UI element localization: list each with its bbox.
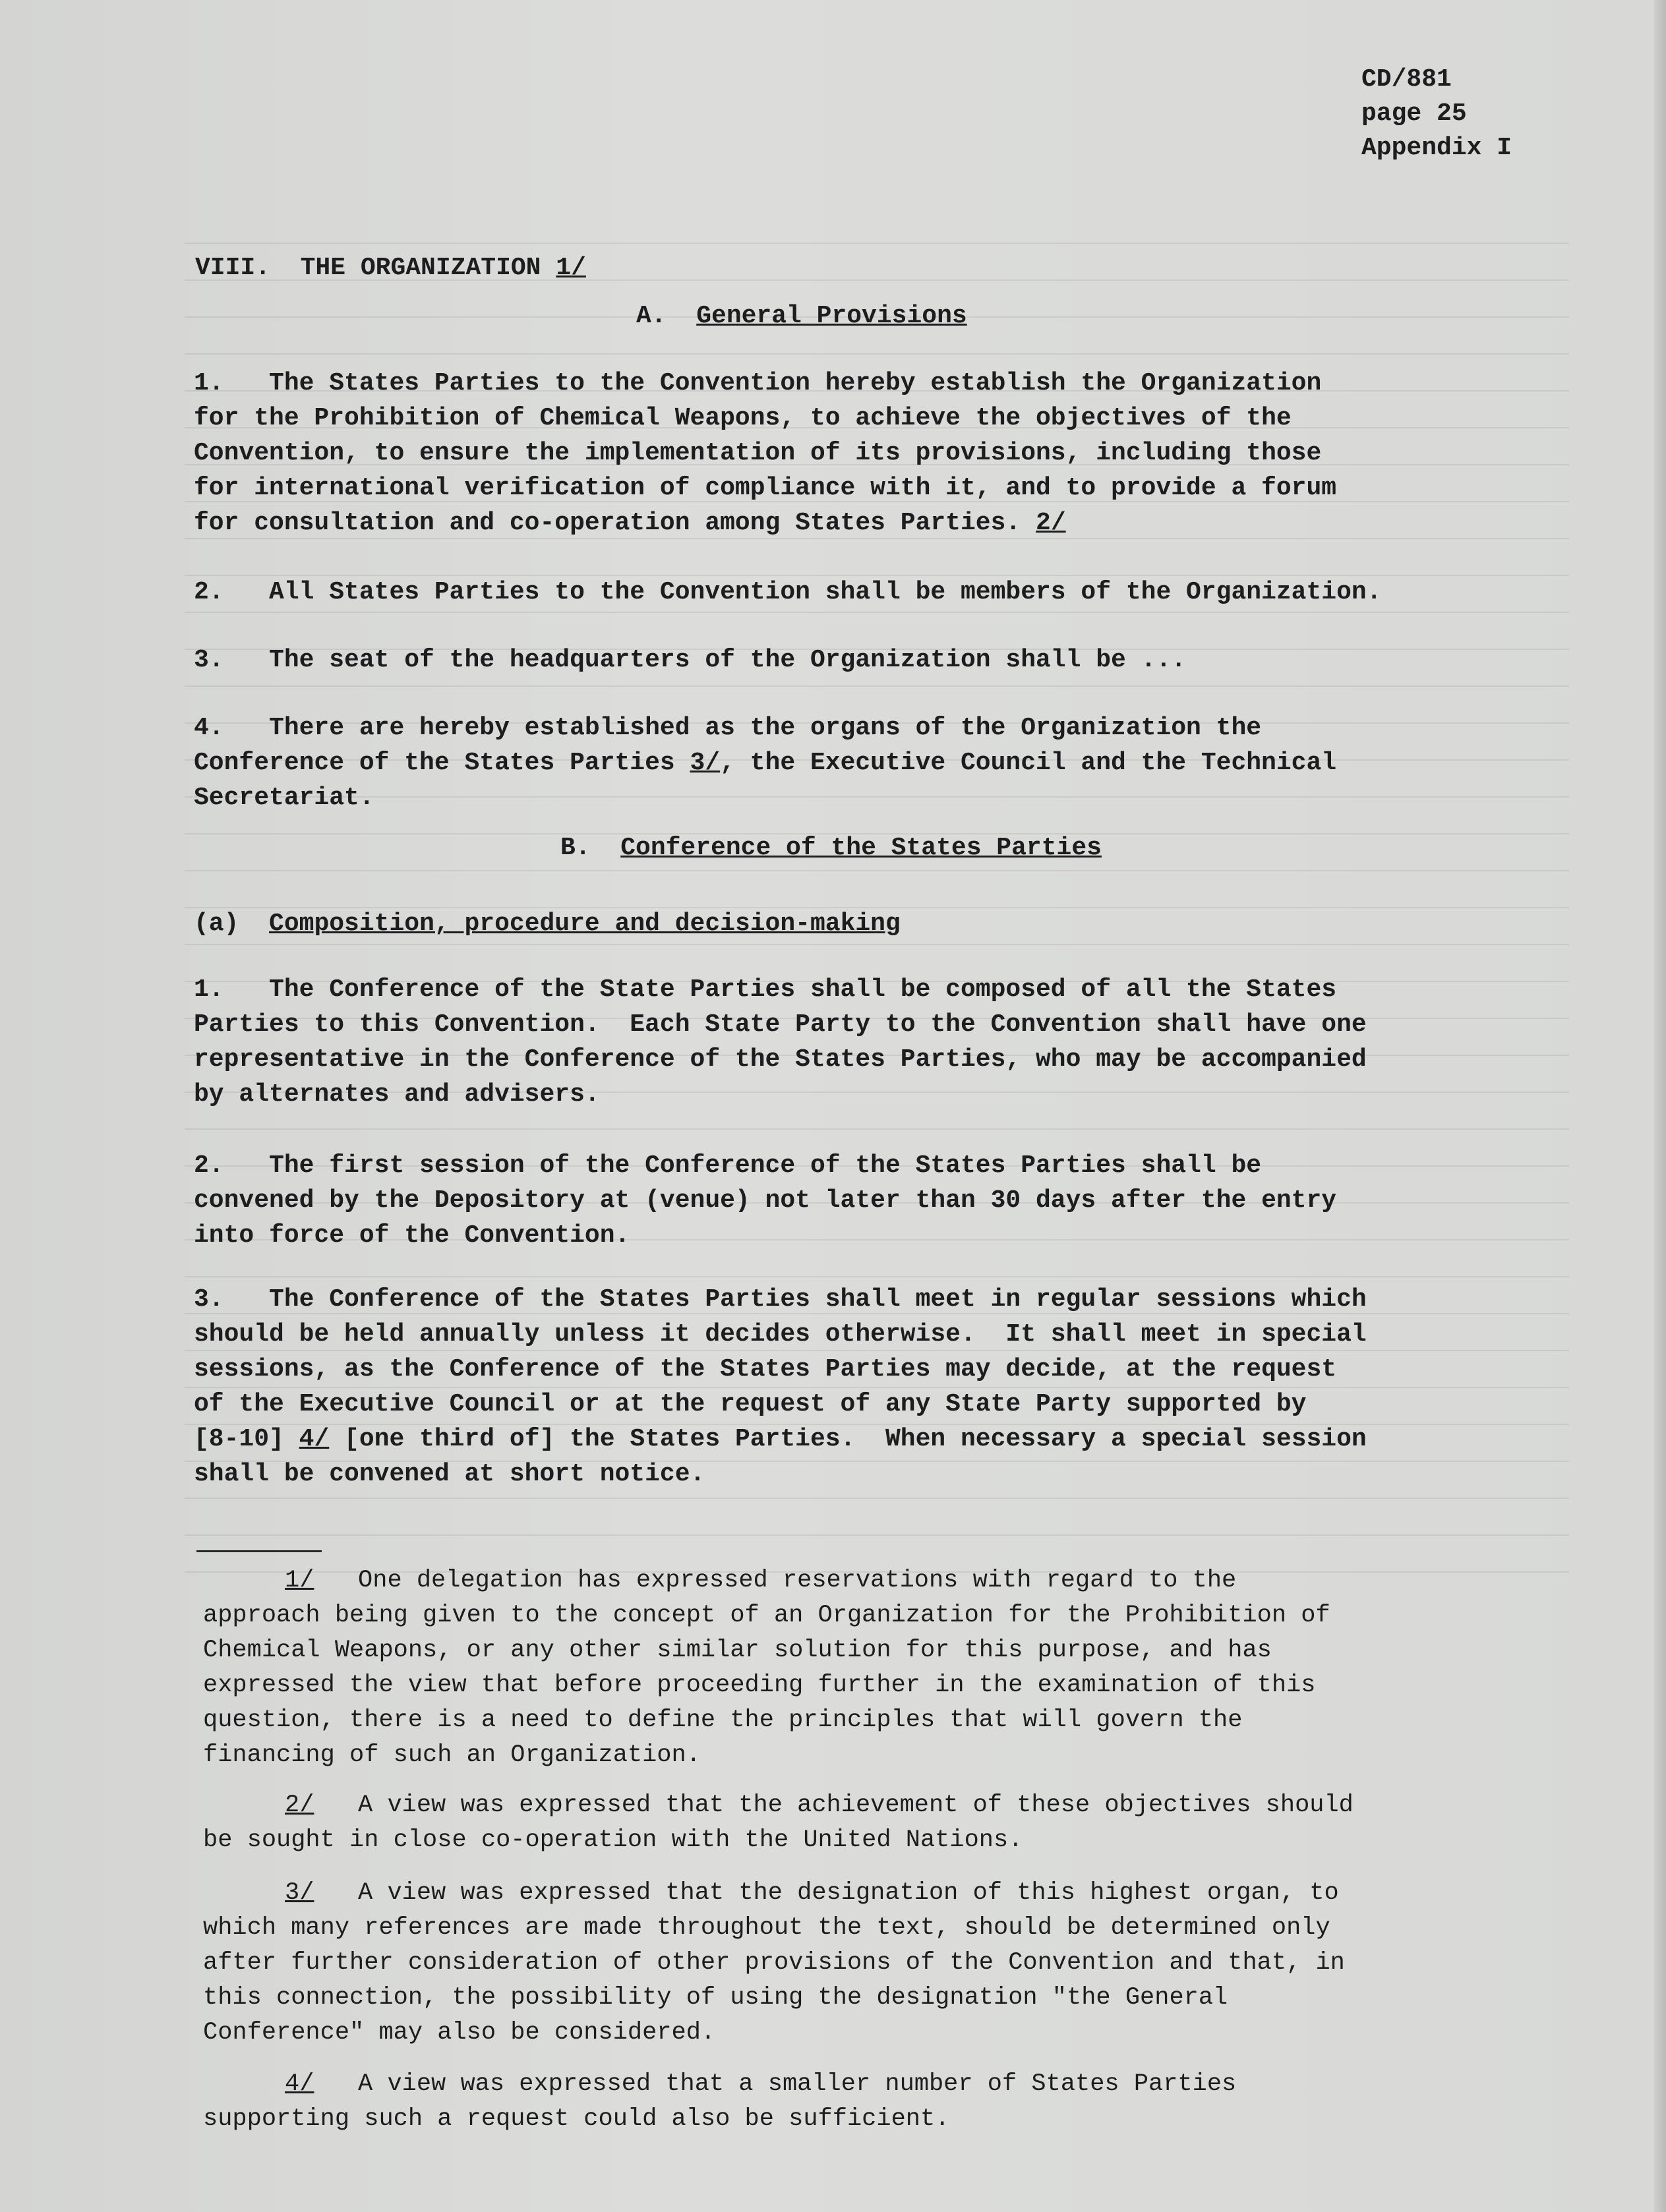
chapter-heading-text: VIII. THE ORGANIZATION bbox=[195, 254, 556, 282]
footnote-number: 1/ bbox=[285, 1567, 314, 1594]
page-number: page 25 bbox=[1361, 100, 1467, 128]
footnote-ref: 2/ bbox=[1036, 509, 1066, 537]
footnote-4: 4/ A view was expressed that a smaller number of States Parties supporting such a request could also be sufficient. bbox=[203, 2070, 1237, 2133]
appendix-label: Appendix I bbox=[1361, 134, 1512, 162]
page-edge-shadow bbox=[1654, 0, 1666, 2212]
footnote-number: 3/ bbox=[285, 1879, 314, 1907]
paragraph-a1: 1. The States Parties to the Convention hereby establish the Organization for the Prohibition of Chemical Weapons, to achieve the objectives of the Convention, to ensure the implementation of its provisions, including those for international verification of compliance with it, and to provide a forum for consultation and co-operation among States Parties. 2/ bbox=[194, 369, 1337, 537]
paragraph-a4: 4. There are hereby established as the organs of the Organization the Conference of the States Parties 3/, the Executive Council and the Technical Secretariat. bbox=[194, 714, 1337, 812]
footnote-1: 1/ One delegation has expressed reservations with regard to the approach being given to the concept of an Organization for the Prohibition of Chemical Weapons, or any other similar solution for this purpose, and has expressed the view that before proceeding further in the examination of this question, there is a need to define the principles that will govern the financing of such an Organization. bbox=[203, 1567, 1330, 1769]
subsection-a-heading: (a) Composition, procedure and decision-making bbox=[194, 910, 901, 938]
footnote-2: 2/ A view was expressed that the achievement of these objectives should be sought in close co-operation with the United Nations. bbox=[203, 1791, 1354, 1854]
footnote-ref: 4/ bbox=[299, 1425, 330, 1453]
paragraph-a3: 3. The seat of the headquarters of the Organization shall be ... bbox=[194, 646, 1187, 674]
section-b-title: Conference of the States Parties bbox=[620, 834, 1102, 862]
footnote-number: 2/ bbox=[285, 1791, 314, 1819]
paragraph-b2: 2. The first session of the Conference of the States Parties shall be convened by the Depository at (venue) not later than 30 days after the entry into force of the Convention. bbox=[194, 1151, 1337, 1250]
section-a-heading: A. General Provisions bbox=[636, 302, 967, 330]
footnote-ref: 3/ bbox=[690, 749, 721, 777]
section-a-title: General Provisions bbox=[696, 302, 967, 330]
subsection-a-title: Composition, procedure and decision-making bbox=[269, 910, 901, 938]
footnote-ref: 1/ bbox=[556, 254, 586, 282]
footnote-3: 3/ A view was expressed that the designation of this highest organ, to which many references are made throughout the text, should be determined only after further consideration of other provisions of the Convention and that, in this connection, the possibility of using the designation "the General Conference" may also be considered. bbox=[203, 1879, 1345, 2047]
chapter-heading bbox=[195, 254, 586, 282]
paragraph-b1: 1. The Conference of the State Parties shall be composed of all the States Parties to this Convention. Each State Party to the Convention shall have one representative in the Conference of the States Parties, who may be accompanied by alternates and advisers. bbox=[194, 975, 1367, 1109]
footnote-number: 4/ bbox=[285, 2070, 314, 2098]
paragraph-b3: 3. The Conference of the States Parties shall meet in regular sessions which should be held annually unless it decides otherwise. It shall meet in special sessions, as the Conference of the States Parties may decide, at the request of the Executive Council or at the request of any State Party supported by [8-10] 4/ [one third of] the States Parties. When necessary a special session shall be convened at short notice. bbox=[194, 1285, 1367, 1488]
document-symbol: CD/881 bbox=[1361, 65, 1452, 94]
section-b-heading: B. Conference of the States Parties bbox=[560, 834, 1102, 862]
footnote-separator bbox=[196, 1550, 322, 1552]
paragraph-a2: 2. All States Parties to the Convention shall be members of the Organization. bbox=[194, 578, 1382, 606]
document-header bbox=[1361, 63, 1512, 165]
